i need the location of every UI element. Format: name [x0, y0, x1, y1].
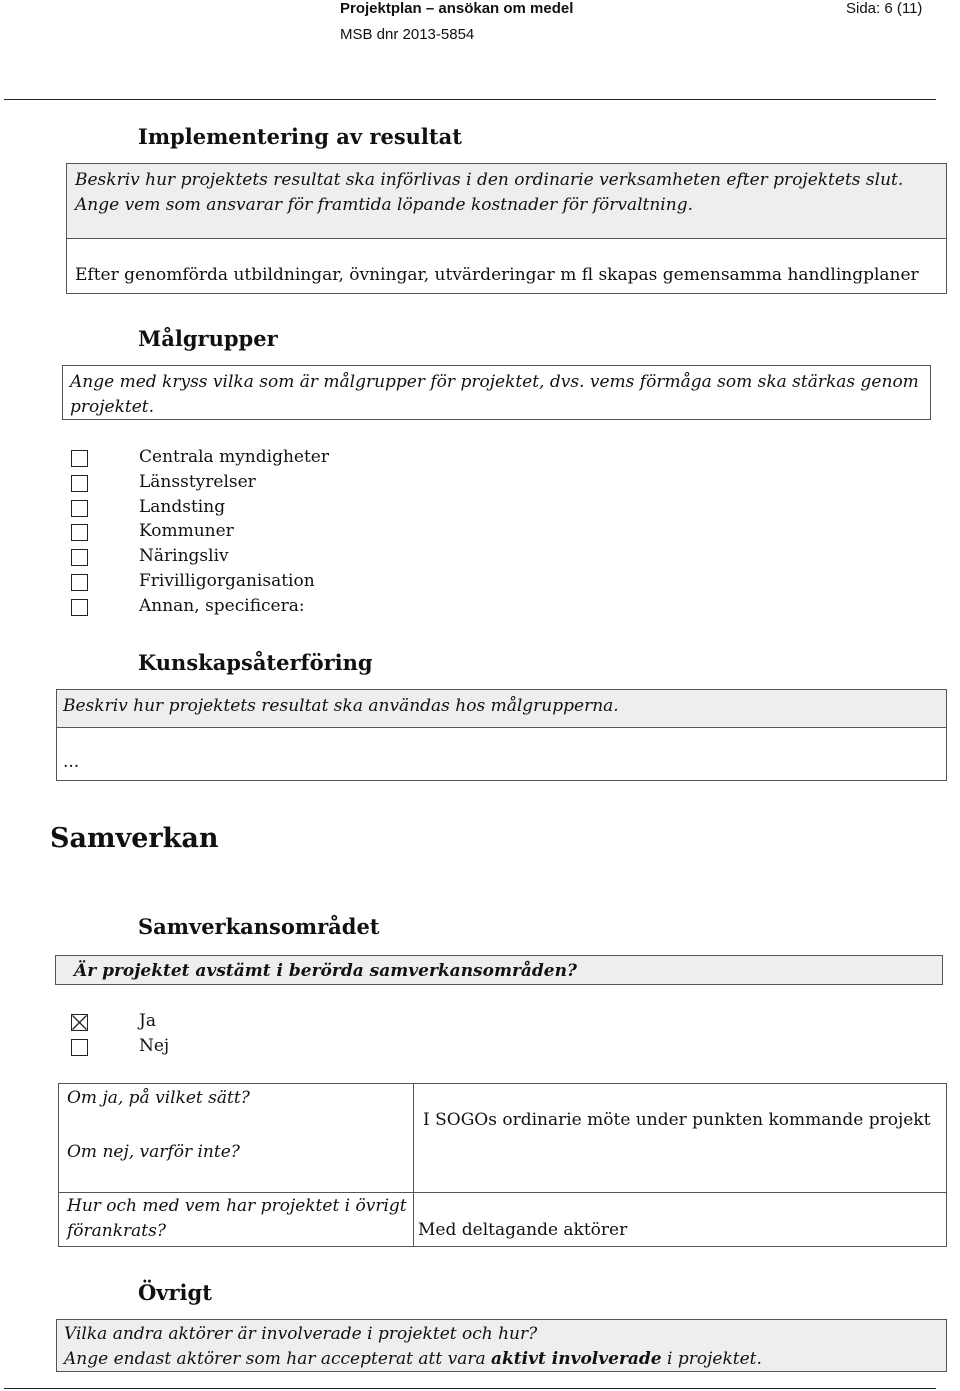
kunskap-instruction-box: [56, 689, 947, 728]
malgrupp-checkbox-0[interactable]: [71, 450, 88, 467]
section-heading-kunskap: Kunskapsåterföring: [138, 650, 373, 675]
implementering-answer: Efter genomförda utbildningar, övningar, utvärderingar m fl skapas gemensamma handlingplaner: [75, 265, 919, 285]
samverkan-checkbox-1[interactable]: [71, 1039, 88, 1056]
answer-om-ja[interactable]: I SOGOs ordinarie möte under punkten kommande projekt: [423, 1110, 931, 1130]
answer-forankring[interactable]: Med deltagande aktörer: [418, 1220, 628, 1240]
malgrupp-option-label: Landsting: [139, 496, 226, 517]
implementering-instruction-box: [66, 163, 947, 239]
malgrupp-checkbox-6[interactable]: [71, 599, 88, 616]
ovrigt-line-2-post: i projektet.: [661, 1349, 762, 1369]
kunskap-answer: ...: [63, 752, 80, 772]
ovrigt-line-2-pre: Ange endast aktörer som har accepterat att vara: [64, 1349, 491, 1369]
page-number: Sida: 6 (11): [846, 0, 923, 17]
malgrupp-option-label: Länsstyrelser: [139, 471, 256, 492]
ovrigt-line-2-bold: aktivt involverade: [491, 1349, 662, 1369]
samverkan-table-divider-h: [58, 1192, 947, 1193]
implementering-instruction: Beskriv hur projektets resultat ska införlivas i den ordinarie verksamheten efter projektets slut. Ange vem som ansvarar för framtida löpande kostnader för förvaltning.: [75, 170, 904, 215]
question-om-nej: Om nej, varför inte?: [67, 1142, 240, 1162]
malgrupp-option-label: Annan, specificera:: [139, 595, 305, 616]
implementering-answer-box[interactable]: [66, 238, 947, 294]
document-dnr: MSB dnr 2013-5854: [340, 26, 475, 43]
samverkan-question-box: [55, 955, 943, 985]
malgrupper-instruction-box: [62, 365, 931, 420]
kunskap-answer-box[interactable]: [56, 727, 947, 781]
malgrupp-checkbox-4[interactable]: [71, 549, 88, 566]
samverkan-option-label: Ja: [139, 1011, 156, 1031]
malgrupp-checkbox-1[interactable]: [71, 475, 88, 492]
samverkan-question: Är projektet avstämt i berörda samverkansområden?: [74, 961, 577, 981]
malgrupp-option-label: Centrala myndigheter: [139, 447, 329, 467]
malgrupp-option-label: Kommuner: [139, 521, 234, 542]
footer-divider: [4, 1388, 936, 1389]
malgrupper-instruction: Ange med kryss vilka som är målgrupper för projektet, dvs. vems förmåga som ska stärkas genom projektet.: [70, 372, 919, 417]
ovrigt-line-1: Vilka andra aktörer är involverade i projektet och hur?: [64, 1324, 538, 1344]
samverkan-checkbox-0[interactable]: [71, 1014, 88, 1031]
subsection-heading-samverkansomradet: Samverkansområdet: [138, 914, 380, 939]
ovrigt-line-2: [64, 1347, 939, 1372]
samverkan-option-label: Nej: [139, 1036, 170, 1056]
question-forankring: Hur och med vem har projektet i övrigt förankrats?: [67, 1196, 407, 1241]
section-heading-malgrupper: Målgrupper: [138, 326, 278, 351]
header-divider: [4, 99, 936, 100]
malgrupp-option-label: Frivilligorganisation: [139, 571, 315, 591]
malgrupp-option-label: Näringsliv: [139, 546, 229, 567]
document-title: Projektplan – ansökan om medel: [340, 0, 574, 17]
section-heading-samverkan: Samverkan: [50, 823, 219, 854]
checkmark-x-icon: [71, 1014, 88, 1031]
section-heading-ovrigt: Övrigt: [138, 1280, 212, 1305]
ovrigt-instruction-box: [56, 1319, 947, 1372]
malgrupp-checkbox-5[interactable]: [71, 574, 88, 591]
samverkan-table-divider-v: [413, 1083, 414, 1247]
section-heading-implementering: Implementering av resultat: [138, 124, 462, 149]
question-om-ja: Om ja, på vilket sätt?: [67, 1088, 250, 1108]
malgrupp-checkbox-2[interactable]: [71, 500, 88, 517]
kunskap-instruction: Beskriv hur projektets resultat ska användas hos målgrupperna.: [63, 696, 619, 716]
malgrupp-checkbox-3[interactable]: [71, 524, 88, 541]
